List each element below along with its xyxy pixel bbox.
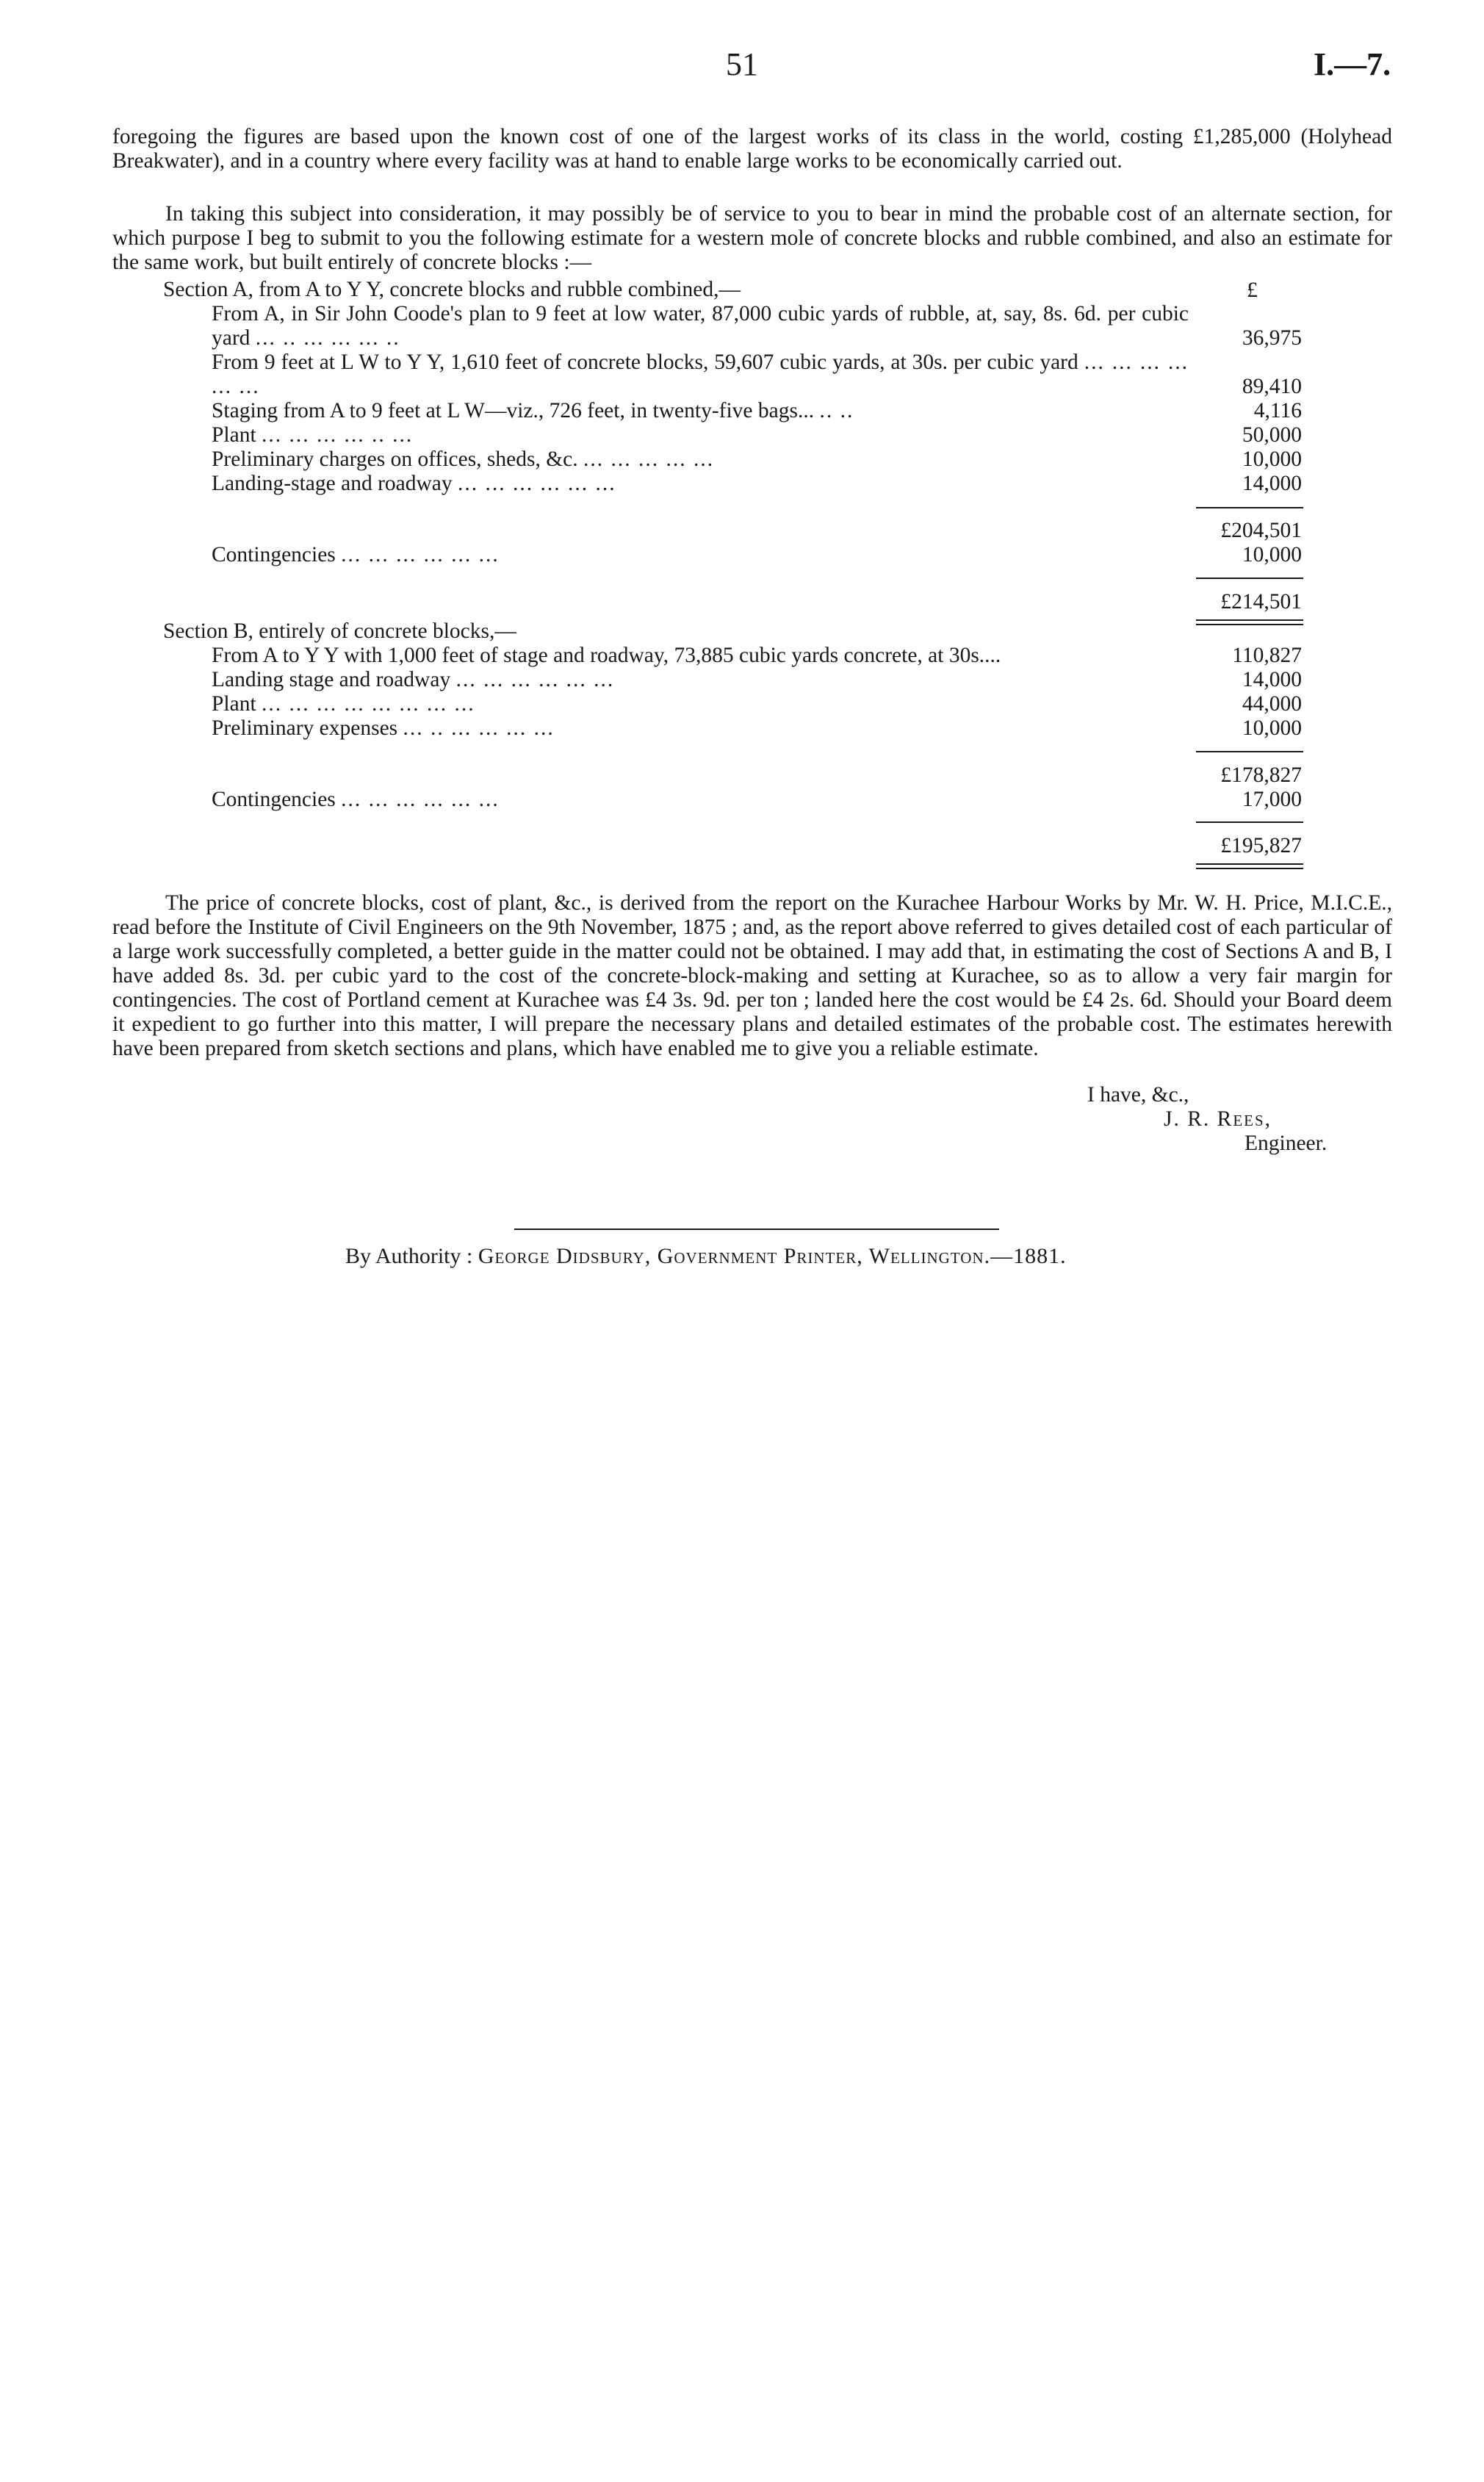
subtotal-a: £204,501 [1220, 519, 1302, 542]
leader-dots: ... ... ... ... ... ... [455, 668, 615, 691]
leader-dots: ... ... ... ... ... ... [341, 788, 500, 811]
estimate-item-a6 [212, 472, 1189, 496]
section-b-heading: Section B, entirely of concrete blocks,— [163, 619, 516, 643]
currency-column-head: £ [1247, 278, 1258, 302]
sum-rule [1196, 751, 1303, 752]
estimate-amount-b4: 10,000 [1242, 716, 1302, 740]
leader-dots: ... .. ... ... ... ... [403, 716, 555, 740]
printer-imprint [345, 1244, 1153, 1269]
subtotal-b: £178,827 [1220, 763, 1302, 787]
sum-rule [1196, 821, 1303, 823]
estimate-amount-a5: 10,000 [1242, 447, 1302, 471]
leader-dots: ... ... ... ... ... ... ... ... [262, 692, 475, 716]
estimate-amount-b2: 14,000 [1242, 668, 1302, 691]
estimate-amount-a3: 4,116 [1253, 399, 1302, 422]
estimate-amount-a1: 36,975 [1242, 326, 1302, 350]
contingencies-b [212, 788, 1189, 812]
estimate-item-label: From A, in Sir John Coode's plan to 9 feet at low water, 87,000 cubic yards of rubble, at, say, 8s. 6d. per cubic yard [212, 302, 1189, 350]
estimate-item-label: Preliminary charges on offices, sheds, &c. [212, 447, 578, 471]
section-a-heading: Section A, from A to Y Y, concrete blocks and rubble combined,— [163, 278, 741, 301]
page-number: 51 [726, 46, 758, 82]
estimate-item-a1 [212, 302, 1189, 350]
leader-dots: ... ... ... ... ... [583, 447, 715, 471]
estimate-amount-b3: 44,000 [1242, 692, 1302, 716]
sum-rule [1196, 578, 1303, 579]
estimate-amount-a6: 14,000 [1242, 472, 1302, 495]
estimate-item-a5 [212, 447, 1189, 472]
contingencies-label: Contingencies [212, 543, 336, 566]
signatory-title: Engineer. [1245, 1132, 1328, 1155]
estimate-item-a4 [212, 423, 1189, 447]
estimate-item-b4 [212, 716, 1189, 741]
estimate-item-label: From A to Y Y with 1,000 feet of stage and roadway, 73,885 cubic yards concrete, at 30s.... [212, 644, 1001, 667]
closing-salutation: I have, &c., [1087, 1083, 1189, 1107]
total-a: £214,501 [1220, 590, 1302, 614]
estimate-item-b3 [212, 692, 1189, 716]
document-reference: I.—7. [1314, 46, 1391, 82]
estimate-item-label: Landing stage and roadway [212, 668, 451, 691]
contingencies-b-amount: 17,000 [1242, 788, 1302, 811]
estimate-amount-b1: 110,827 [1232, 644, 1302, 667]
estimate-item-a2 [212, 350, 1189, 399]
leader-dots: ... ... ... ... ... ... [458, 472, 616, 495]
estimate-item-a3 [212, 399, 1189, 423]
total-rule [1196, 619, 1303, 625]
leader-dots: ... ... ... ... ... ... [341, 543, 500, 566]
total-rule [1196, 863, 1303, 869]
estimate-item-b1 [212, 644, 1189, 668]
estimate-amount-a4: 50,000 [1242, 423, 1302, 447]
paragraph-alternate-section: In taking this subject into consideration, it may possibly be of service to you to bear in mind the probable cost of an alternate section, for which purpose I beg to submit to you the following estimate for a western mole of concrete blocks and rubble combined, and also an estimate for the same work, but built entirely of concrete blocks :— [112, 202, 1392, 274]
estimate-item-label: Landing-stage and roadway [212, 472, 453, 495]
contingencies-label: Contingencies [212, 788, 336, 811]
sum-rule [1196, 507, 1303, 508]
imprint-prefix: By Authority : [345, 1244, 473, 1268]
contingencies-a [212, 543, 1189, 567]
leader-dots: ... .. ... ... ... .. [255, 326, 400, 350]
estimate-item-label: Preliminary expenses [212, 716, 398, 740]
page-header [0, 46, 1484, 90]
leader-dots: ... ... ... ... .. ... [262, 423, 414, 447]
total-b: £195,827 [1220, 834, 1302, 857]
imprint-printer: George Didsbury, Government Printer, Wellington.—1881. [478, 1244, 1067, 1268]
estimate-item-label: Plant [212, 692, 256, 716]
estimate-item-label: From 9 feet at L W to Y Y, 1,610 feet of concrete blocks, 59,607 cubic yards, at 30s. per cubic yard [212, 350, 1078, 374]
estimate-item-label: Staging from A to 9 feet at L W—viz., 726 feet, in twenty-five bags... [212, 399, 815, 422]
footer-rule [514, 1229, 999, 1230]
estimate-item-label: Plant [212, 423, 256, 447]
leader-dots: .. .. [819, 399, 854, 422]
estimate-amount-a2: 89,410 [1242, 375, 1302, 398]
paragraph-kurachee-report: The price of concrete blocks, cost of plant, &c., is derived from the report on the Kurachee Harbour Works by Mr. W. H. Price, M.I.C.E., read before the Institute of Civil Engineers on the 9th November, 1875 ; and, as the report above referred to gives detailed cost of each particular of a large work successfully completed, a better guide in the matter could not be obtained. I may add that, in estimating the cost of Sections A and B, I have added 8s. 3d. per cubic yard to the cost of the concrete-block-making and setting at Kurachee, so as to allow a very fair margin for contingencies. The cost of Portland cement at Kurachee was £4 3s. 9d. per ton ; landed here the cost would be £4 2s. 6d. Should your Board deem it expedient to go further into this matter, I will prepare the necessary plans and detailed estimates of the probable cost. The estimates herewith have been prepared from sketch sections and plans, which have enabled me to give you a reliable estimate. [112, 891, 1392, 1060]
estimate-item-b2 [212, 668, 1189, 692]
leader-dots: ... ... ... ... ... ... [212, 350, 1189, 398]
signature: J. R. Rees, [1164, 1107, 1272, 1131]
contingencies-a-amount: 10,000 [1242, 543, 1302, 566]
paragraph-holyhead-cost: foregoing the figures are based upon the known cost of one of the largest works of its class in the world, costing £1,285,000 (Holyhead Breakwater), and in a country where every facility was at hand to enable large works to be economically carried out. [112, 125, 1392, 173]
